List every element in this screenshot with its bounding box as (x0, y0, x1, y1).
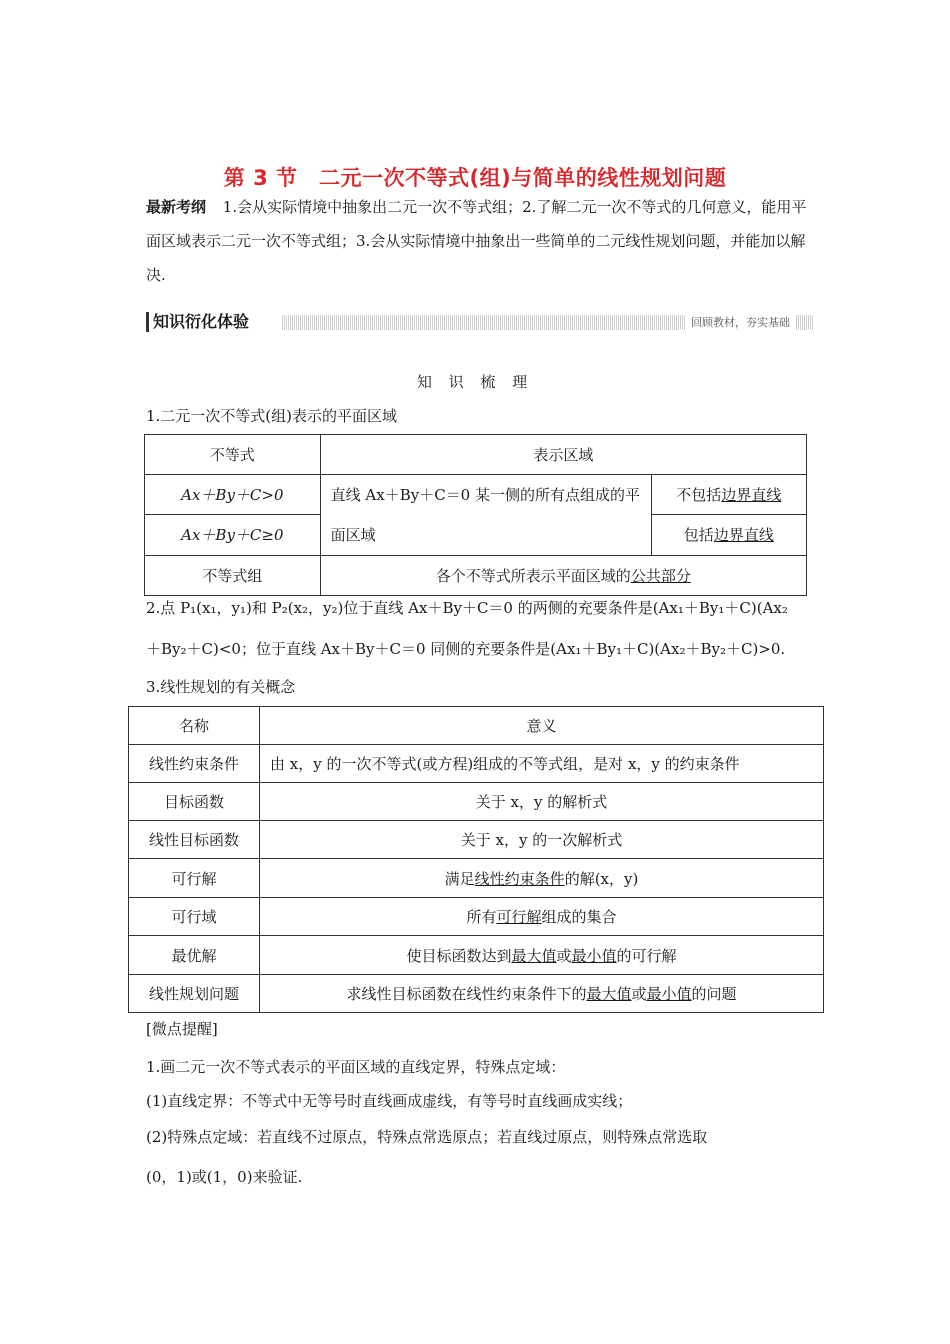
cell-underlined: 公共部分 (630, 567, 691, 585)
cell-underlined: 最小值 (571, 946, 617, 965)
table-row (129, 859, 824, 898)
cell-text: 或 (556, 946, 572, 965)
table-row (129, 936, 824, 975)
cell-underlined: 最小值 (646, 985, 692, 1003)
item1-heading: 1.二元一次不等式(组)表示的平面区域 (146, 407, 398, 425)
note-text: 包括 (683, 526, 714, 545)
tips-label: [微点提醒] (146, 1020, 218, 1038)
cell-text: 的问题 (691, 985, 737, 1003)
table-header-cell: 名称 (129, 707, 260, 745)
section-bar-right-text: 回顾教材，夯实基础 (685, 315, 796, 330)
table-row (129, 707, 824, 745)
table-row (145, 556, 807, 596)
cell-text: 组成的集合 (541, 908, 617, 926)
table-cell: 目标函数 (129, 783, 260, 821)
cell-text: 的可行解 (616, 946, 677, 965)
cell-text: 或 (631, 985, 647, 1003)
table-cell: 不等式组 (145, 556, 321, 596)
syllabus-text: 1.会从实际情境中抽象出二元一次不等式组；2.了解二元一次不等式的几何意义，能用平面区域表示二元一次不等式组；3.会从实际情境中抽象出一些简单的二元线性规划问题，并能加以解决. (146, 198, 807, 284)
table-cell: 可行解 (129, 859, 260, 898)
table-cell: Ax＋By＋C>0 (145, 475, 321, 515)
concept-table (128, 706, 824, 1013)
tips-line-2: (1)直线定界：不等式中无等号时直线画成虚线，有等号时直线画成实线； (146, 1092, 633, 1110)
table-header-cell: 表示区域 (320, 435, 806, 475)
syllabus-paragraph (146, 190, 808, 292)
item2-line1: 2.点 P₁(x₁，y₁)和 P₂(x₂，y₂)位于直线 Ax＋By＋C＝0 的两侧的充要条件是(Ax₁＋By₁＋C)(Ax₂ (146, 599, 788, 617)
note-underlined: 边界直线 (713, 526, 774, 545)
tips-line-3: (2)特殊点定域：若直线不过原点，特殊点常选原点；若直线过原点，则特殊点常选取 (146, 1128, 708, 1146)
cell-underlined: 线性约束条件 (474, 869, 565, 888)
table-cell: 关于 x，y 的解析式 (260, 783, 824, 821)
table-cell: 最优解 (129, 936, 260, 975)
region-table (144, 434, 807, 596)
table-row (129, 975, 824, 1013)
table-row (129, 783, 824, 821)
cell-underlined: 可行解 (496, 908, 542, 926)
section-bar-label: 知识衍化体验 (146, 312, 255, 332)
item3-heading: 3.线性规划的有关概念 (146, 678, 296, 696)
page-title: 第 3 节 二元一次不等式(组)与简单的线性规划问题 (223, 166, 727, 190)
table-cell: 线性约束条件 (129, 745, 260, 783)
cell-text: 的解(x，y) (564, 869, 639, 888)
table-cell: 线性规划问题 (129, 975, 260, 1013)
subsection-title: 知 识 梳 理 (416, 373, 534, 391)
cell-underlined: 最大值 (511, 946, 557, 965)
cell-text: 满足 (444, 869, 475, 888)
section-bar (146, 313, 814, 333)
cell-text: 所有 (466, 908, 497, 926)
tips-line-4: (0，1)或(1，0)来验证. (146, 1168, 303, 1186)
table-cell: 由 x，y 的一次不等式(或方程)组成的不等式组，是对 x，y 的约束条件 (260, 745, 824, 783)
table-cell (320, 556, 806, 596)
table-cell (651, 475, 806, 515)
note-underlined: 边界直线 (721, 485, 782, 504)
table-cell: Ax＋By＋C≥0 (145, 514, 321, 555)
syllabus-label: 最新考纲 (146, 198, 207, 216)
cell-text: 使目标函数达到 (406, 946, 512, 965)
table-cell (260, 936, 824, 975)
note-text: 不包括 (676, 485, 722, 504)
cell-text: 各个不等式所表示平面区域的 (435, 567, 631, 585)
table-cell: 直线 Ax＋By＋C＝0 某一侧的所有点组成的平面区域 (320, 475, 651, 556)
table-cell (260, 859, 824, 898)
table-row (129, 745, 824, 783)
table-cell: 线性目标函数 (129, 821, 260, 859)
item2-line2: ＋By₂＋C)<0；位于直线 Ax＋By＋C＝0 同侧的充要条件是(Ax₁＋By₁＋C)(Ax₂＋By₂＋C)>0. (146, 640, 786, 658)
cell-text: 求线性目标函数在线性约束条件下的 (346, 985, 587, 1003)
tips-line-1: 1.画二元一次不等式表示的平面区域的直线定界，特殊点定域： (146, 1058, 566, 1076)
table-row (145, 435, 807, 475)
table-cell (651, 514, 806, 555)
table-cell: 可行域 (129, 898, 260, 936)
table-header-cell: 不等式 (145, 435, 321, 475)
table-row (129, 898, 824, 936)
table-cell: 关于 x，y 的一次解析式 (260, 821, 824, 859)
table-cell (260, 898, 824, 936)
table-row (145, 475, 807, 515)
table-cell (260, 975, 824, 1013)
cell-underlined: 最大值 (586, 985, 632, 1003)
table-header-cell: 意义 (260, 707, 824, 745)
table-row (129, 821, 824, 859)
